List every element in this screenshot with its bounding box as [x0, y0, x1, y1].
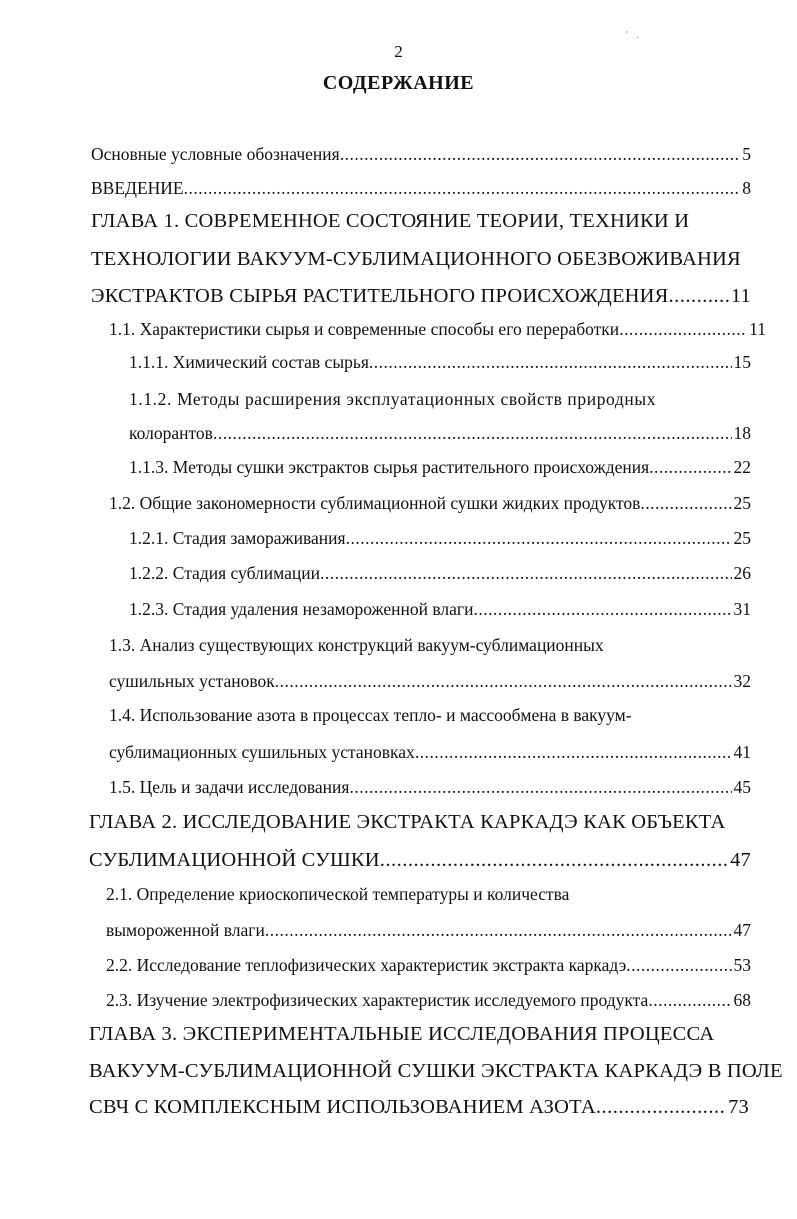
leader-dots — [213, 418, 732, 448]
toc-entry[interactable] — [109, 666, 751, 696]
leader-dots — [669, 281, 729, 311]
toc-entry-label: ВВЕДЕНИЕ — [91, 178, 184, 198]
toc-entry-page: 26 — [733, 563, 751, 583]
page-title: СОДЕРЖАНИЕ — [322, 72, 475, 94]
toc-entry[interactable] — [129, 594, 751, 624]
toc-entry[interactable] — [89, 1092, 749, 1122]
toc-entry-line: 1.3. Анализ существующих конструкций вакуум-сублимационных — [109, 635, 604, 655]
toc-entry-page: 47 — [733, 920, 751, 940]
leader-dots — [596, 1092, 726, 1122]
leader-dots — [275, 666, 732, 696]
toc-entry-line: ГЛАВА 1. СОВРЕМЕННОЕ СОСТОЯНИЕ ТЕОРИИ, ТЕХНИКИ И — [91, 210, 690, 232]
toc-entry-label: 2.2. Исследование теплофизических характеристик экстракта каркадэ — [106, 955, 627, 975]
toc-entry-page: 68 — [733, 990, 751, 1010]
toc-entry-page: 25 — [733, 528, 751, 548]
leader-dots — [648, 985, 731, 1015]
toc-entry-line: ГЛАВА 2. ИССЛЕДОВАНИЕ ЭКСТРАКТА КАРКАДЭ КАК ОБЪЕКТА — [89, 811, 726, 833]
toc-entry[interactable] — [106, 950, 751, 980]
toc-entry-page: 15 — [733, 352, 751, 372]
leader-dots — [320, 558, 732, 588]
toc-entry-label: вымороженной влаги — [106, 920, 265, 940]
toc-entry[interactable] — [129, 558, 751, 588]
toc-entry-page: 73 — [728, 1096, 749, 1118]
leader-dots — [640, 488, 731, 518]
toc-entry-label: 1.1.3. Методы сушки экстрактов сырья растительного происхождения — [129, 457, 650, 477]
toc-entry-line: ГЛАВА 3. ЭКСПЕРИМЕНТАЛЬНЫЕ ИССЛЕДОВАНИЯ ПРОЦЕССА — [89, 1023, 715, 1045]
leader-dots — [649, 452, 731, 482]
scan-speck: ' . — [626, 30, 642, 41]
toc-entry-page: 11 — [749, 319, 766, 339]
toc-entry-label: 1.2. Общие закономерности сублимационной сушки жидких продуктов — [109, 493, 641, 513]
toc-entry-line: ВАКУУМ-СУБЛИМАЦИОННОЙ СУШКИ ЭКСТРАКТА КАРКАДЭ В ПОЛЕ — [89, 1060, 783, 1082]
toc-entry[interactable] — [91, 281, 751, 311]
toc-entry[interactable] — [109, 737, 751, 767]
toc-entry-label: 1.2.2. Стадия сублимации — [129, 563, 320, 583]
toc-entry-label: 1.2.3. Стадия удаления незамороженной влаги — [129, 599, 474, 619]
toc-entry-label: СВЧ С КОМПЛЕКСНЫМ ИСПОЛЬЗОВАНИЕМ АЗОТА — [89, 1096, 596, 1118]
toc-entry-label: 1.1. Характеристики сырья и современные способы его переработки — [109, 319, 620, 339]
toc-entry[interactable] — [106, 915, 751, 945]
toc-entry[interactable] — [89, 845, 751, 875]
toc-entry-page: 41 — [733, 742, 751, 762]
toc-entry-page: 53 — [733, 955, 751, 975]
toc-entry-line: 1.4. Использование азота в процессах тепло- и массообмена в вакуум- — [109, 705, 632, 725]
leader-dots — [473, 594, 731, 624]
toc-entry[interactable] — [106, 985, 751, 1015]
leader-dots — [369, 347, 732, 377]
toc-entry-label: сублимационных сушильных установках — [109, 742, 415, 762]
toc-entry-page: 11 — [730, 285, 751, 307]
toc-entry-page: 32 — [733, 671, 751, 691]
toc-entry-label: 1.5. Цель и задачи исследования — [109, 777, 350, 797]
leader-dots — [619, 314, 747, 344]
toc-entry-page: 47 — [730, 849, 751, 871]
toc-entry[interactable] — [109, 488, 751, 518]
leader-dots — [340, 139, 741, 169]
toc-entry-line: ТЕХНОЛОГИИ ВАКУУМ-СУБЛИМАЦИОННОГО ОБЕЗВОЖИВАНИЯ — [91, 248, 741, 270]
page-number: 2 — [394, 42, 403, 61]
toc-entry-page: 5 — [742, 144, 751, 164]
toc-entry-label: колорантов — [129, 423, 213, 443]
toc-entry[interactable] — [91, 173, 751, 203]
toc-entry-page: 18 — [733, 423, 751, 443]
leader-dots — [346, 523, 732, 553]
leader-dots — [415, 737, 732, 767]
toc-entry-page: 31 — [733, 599, 751, 619]
leader-dots — [265, 915, 732, 945]
toc-entry[interactable] — [129, 523, 751, 553]
leader-dots — [380, 845, 728, 875]
toc-entry-line: 2.1. Определение криоскопической температуры и количества — [106, 884, 570, 904]
toc-entry-label: СУБЛИМАЦИОННОЙ СУШКИ — [89, 849, 380, 871]
toc-entry-line: 1.1.2. Методы расширения эксплуатационных свойств природных — [129, 389, 657, 409]
leader-dots — [626, 950, 731, 980]
leader-dots — [349, 772, 731, 802]
toc-entry-label: 1.1.1. Химический состав сырья — [129, 352, 369, 372]
toc-entry-page: 25 — [733, 493, 751, 513]
toc-entry[interactable] — [129, 418, 751, 448]
toc-entry-label: сушильных установок — [109, 671, 275, 691]
leader-dots — [184, 173, 741, 203]
toc-entry[interactable] — [129, 347, 751, 377]
toc-entry-label: ЭКСТРАКТОВ СЫРЬЯ РАСТИТЕЛЬНОГО ПРОИСХОЖДЕНИЯ — [91, 285, 669, 307]
toc-entry[interactable] — [109, 314, 766, 344]
toc-entry-page: 45 — [733, 777, 751, 797]
toc-entry[interactable] — [129, 452, 751, 482]
toc-entry-label: Основные условные обозначения — [91, 144, 340, 164]
toc-entry[interactable] — [109, 772, 751, 802]
toc-entry[interactable] — [91, 139, 751, 169]
toc-entry-label: 2.3. Изучение электрофизических характеристик исследуемого продукта — [106, 990, 649, 1010]
toc-entry-label: 1.2.1. Стадия замораживания — [129, 528, 346, 548]
toc-entry-page: 8 — [742, 178, 751, 198]
toc-entry-page: 22 — [733, 457, 751, 477]
